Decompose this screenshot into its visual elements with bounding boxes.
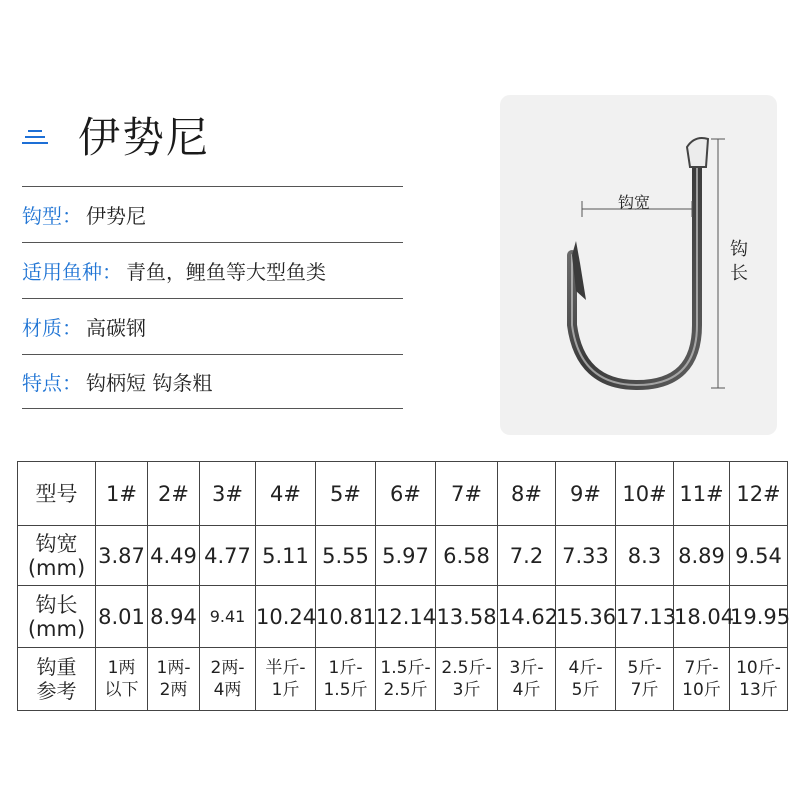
spec-row-features bbox=[22, 354, 403, 409]
table-cell bbox=[730, 647, 788, 710]
cell-line: 2.5斤 bbox=[383, 679, 428, 700]
table-cell bbox=[376, 647, 436, 710]
width-label: 钩宽 bbox=[618, 193, 651, 212]
table-cell: 15.36 bbox=[556, 586, 616, 647]
table-cell: 8.89 bbox=[674, 526, 730, 586]
hook-diagram-panel bbox=[500, 95, 777, 435]
cell-line: 半斤- bbox=[265, 657, 306, 678]
table-cell bbox=[256, 647, 316, 710]
table-cell: 8.94 bbox=[148, 586, 200, 647]
size-table bbox=[17, 461, 791, 711]
cell-line: 4两 bbox=[213, 679, 242, 700]
table-cell: 5.11 bbox=[256, 526, 316, 586]
cell-line: 10斤- bbox=[736, 657, 781, 678]
table-cell bbox=[148, 647, 200, 710]
length-label-1: 钩 bbox=[730, 239, 748, 260]
cell-line: 4斤 bbox=[512, 679, 541, 700]
spec-value: 伊势尼 bbox=[86, 204, 146, 228]
spec-value: 钩柄短 钩条粗 bbox=[86, 371, 213, 395]
length-label-2: 长 bbox=[730, 263, 748, 284]
table-cell: 4.77 bbox=[200, 526, 256, 586]
table-cell bbox=[200, 647, 256, 710]
table-cell: 9.41 bbox=[200, 586, 256, 647]
cell-line: 3斤- bbox=[509, 657, 544, 678]
cell-line: 2两- bbox=[210, 657, 245, 678]
row-header: 型号 bbox=[18, 462, 96, 526]
table-cell: 7# bbox=[436, 462, 498, 526]
cell-line: 以下 bbox=[104, 679, 139, 700]
table-cell bbox=[616, 647, 674, 710]
table-cell: 4.49 bbox=[148, 526, 200, 586]
spec-row-hook-type bbox=[22, 186, 403, 242]
cell-line: 2.5斤- bbox=[441, 657, 492, 678]
spec-value: 青鱼，鲤鱼等大型鱼类 bbox=[126, 260, 326, 284]
cell-line: 1.5斤- bbox=[380, 657, 431, 678]
table-cell: 9# bbox=[556, 462, 616, 526]
table-cell: 13.58 bbox=[436, 586, 498, 647]
table-cell: 1# bbox=[96, 462, 148, 526]
table-cell: 10.24 bbox=[256, 586, 316, 647]
table-cell bbox=[556, 647, 616, 710]
spec-key: 特点： bbox=[22, 371, 82, 395]
table-cell: 12.14 bbox=[376, 586, 436, 647]
table-cell bbox=[316, 647, 376, 710]
table-cell: 18.04 bbox=[674, 586, 730, 647]
row-header-line: 钩长 bbox=[35, 592, 78, 617]
table-cell: 3.87 bbox=[96, 526, 148, 586]
table-cell: 4# bbox=[256, 462, 316, 526]
hook-eye bbox=[687, 138, 708, 167]
table-cell: 10.81 bbox=[316, 586, 376, 647]
table-row-width bbox=[18, 526, 788, 586]
table-cell: 2# bbox=[148, 462, 200, 526]
spec-row-material bbox=[22, 298, 403, 354]
page-title: 伊势尼 bbox=[78, 113, 211, 162]
cell-line: 3斤 bbox=[452, 679, 481, 700]
table-cell: 8.3 bbox=[616, 526, 674, 586]
table-cell: 8# bbox=[498, 462, 556, 526]
row-header bbox=[18, 647, 96, 710]
table-row-length bbox=[18, 586, 788, 647]
cell-line: 5斤 bbox=[571, 679, 600, 700]
cell-line: 1.5斤 bbox=[323, 679, 368, 700]
hook-shape bbox=[572, 157, 697, 385]
table-cell: 5.97 bbox=[376, 526, 436, 586]
spec-key: 钩型： bbox=[22, 204, 82, 228]
row-header bbox=[18, 586, 96, 647]
row-header-line: 钩重 bbox=[36, 654, 77, 679]
menu-lines-icon bbox=[22, 124, 48, 146]
row-header-line: (mm) bbox=[27, 616, 86, 641]
row-header-line: 参考 bbox=[36, 678, 77, 703]
cell-line: 10斤 bbox=[682, 679, 721, 700]
row-header-line: 钩宽 bbox=[35, 531, 78, 556]
cell-line: 4斤- bbox=[568, 657, 603, 678]
table-cell bbox=[96, 647, 148, 710]
spec-value: 高碳钢 bbox=[86, 316, 146, 340]
row-header bbox=[18, 526, 96, 586]
hook-diagram bbox=[500, 95, 777, 435]
table-cell bbox=[498, 647, 556, 710]
cell-line: 1两 bbox=[107, 657, 136, 678]
table-cell: 5.55 bbox=[316, 526, 376, 586]
cell-line: 1斤- bbox=[328, 657, 363, 678]
cell-line: 5斤- bbox=[627, 657, 662, 678]
table-cell: 9.54 bbox=[730, 526, 788, 586]
spec-key: 材质： bbox=[22, 316, 82, 340]
table-cell bbox=[674, 647, 730, 710]
table-cell: 6# bbox=[376, 462, 436, 526]
table-cell: 10# bbox=[616, 462, 674, 526]
cell-line: 1两- bbox=[156, 657, 191, 678]
row-header-line: (mm) bbox=[27, 555, 86, 580]
table-cell: 6.58 bbox=[436, 526, 498, 586]
table-cell: 7.2 bbox=[498, 526, 556, 586]
spec-key: 适用鱼种： bbox=[22, 260, 122, 284]
table-cell: 8.01 bbox=[96, 586, 148, 647]
cell-line: 13斤 bbox=[739, 679, 778, 700]
table-row-weight bbox=[18, 647, 788, 710]
spec-row-fish bbox=[22, 242, 403, 298]
cell-line: 2两 bbox=[159, 679, 188, 700]
table-cell: 14.62 bbox=[498, 586, 556, 647]
cell-line: 1斤 bbox=[271, 679, 300, 700]
cell-line: 7斤- bbox=[684, 657, 719, 678]
table-cell: 5# bbox=[316, 462, 376, 526]
table-cell: 19.95 bbox=[730, 586, 788, 647]
spec-list bbox=[22, 186, 403, 409]
table-cell: 11# bbox=[674, 462, 730, 526]
table-cell: 7.33 bbox=[556, 526, 616, 586]
table-cell: 12# bbox=[730, 462, 788, 526]
table-cell: 17.13 bbox=[616, 586, 674, 647]
page-title-block bbox=[22, 110, 210, 160]
table-row-model bbox=[18, 462, 788, 526]
table-cell: 3# bbox=[200, 462, 256, 526]
cell-line: 7斤 bbox=[630, 679, 659, 700]
table-cell bbox=[436, 647, 498, 710]
